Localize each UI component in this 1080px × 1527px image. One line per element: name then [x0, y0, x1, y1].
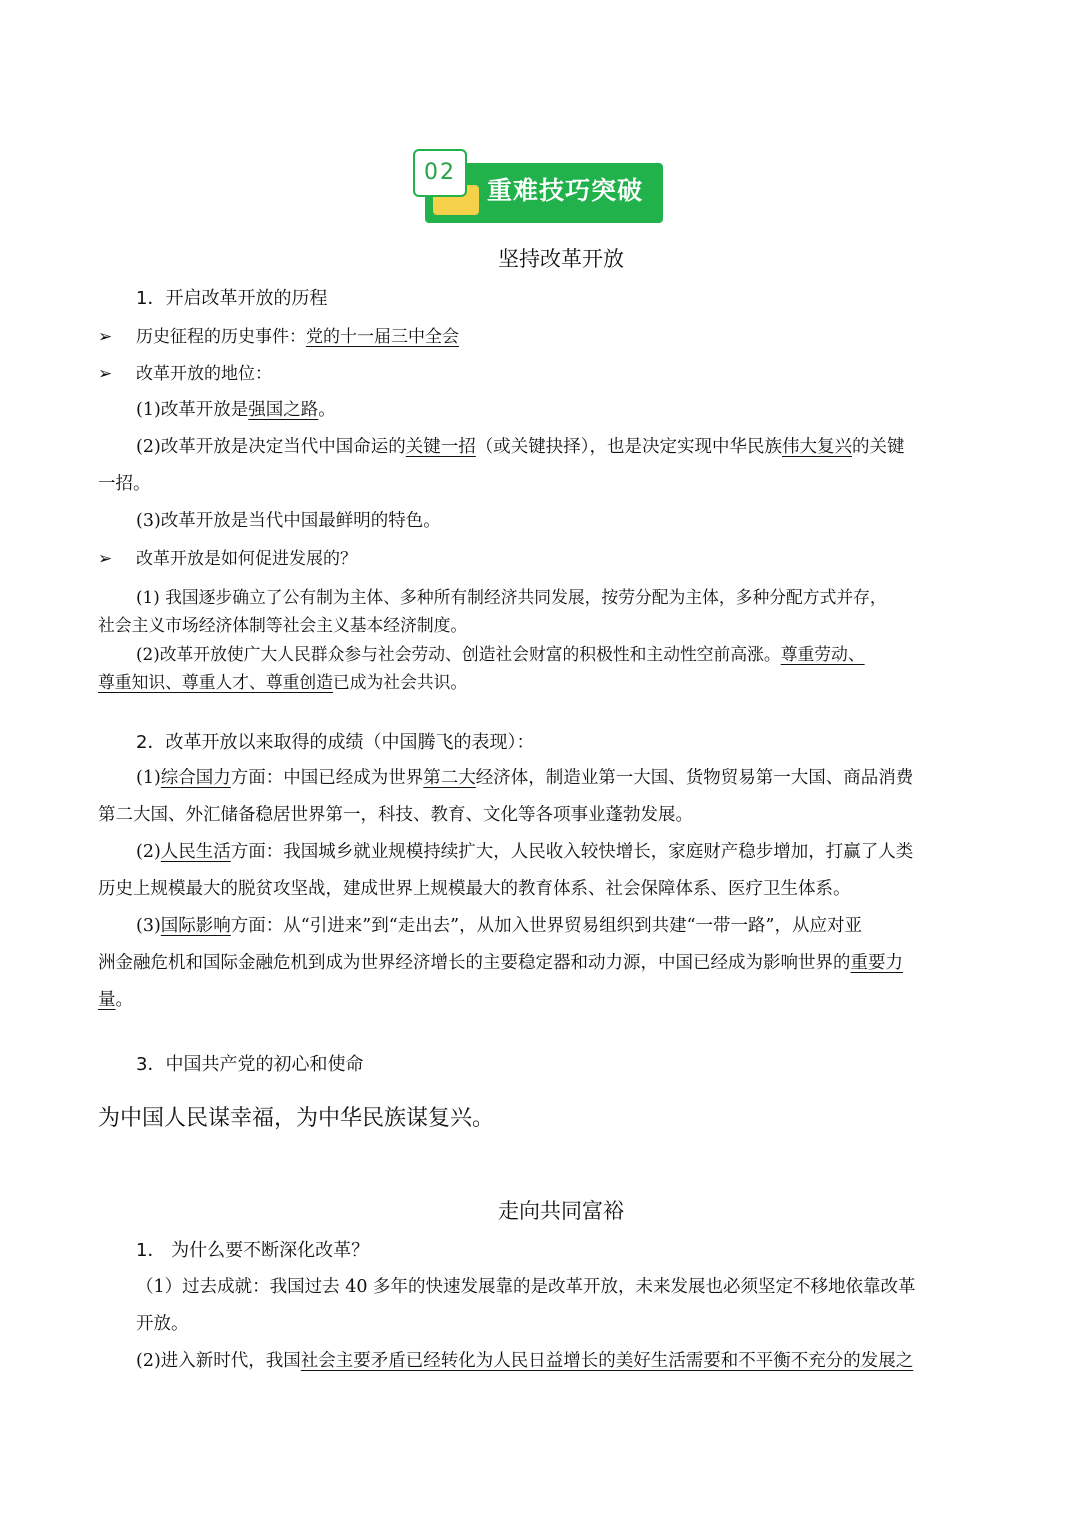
status-item-1: (1)改革开放是强国之路。	[136, 400, 336, 420]
status-item-2: (2)改革开放是决定当代中国命运的关键一招（或关键抉择），也是决定实现中华民族伟大复兴的关键	[136, 437, 905, 457]
achievement-2-cont: 历史上规模最大的脱贫攻坚战，建成世界上规模最大的教育体系、社会保障体系、医疗卫生体系。	[98, 879, 851, 899]
achievement-1-cont: 第二大国、外汇储备稳居世界第一，科技、教育、文化等各项事业蓬勃发展。	[98, 805, 693, 825]
bullet-historic-event: ➢ 历史征程的历史事件：党的十一届三中全会	[98, 327, 459, 347]
achievement-3-cont: 洲金融危机和国际金融危机到成为世界经济增长的主要稳定器和动力源，中国已经成为影响世界的重要力	[98, 953, 903, 973]
heading-why-reform: 1． 为什么要不断深化改革？	[136, 1240, 370, 1261]
answer-underlined: 党的十一届三中全会	[306, 327, 459, 347]
banner-title: 重难技巧突破	[487, 176, 644, 205]
banner-number: 02	[413, 149, 467, 197]
achievement-1: (1)综合国力方面：中国已经成为世界第二大经济体，制造业第一大国、货物贸易第一大国、商品消费	[136, 768, 914, 788]
promote-item-2-cont: 尊重知识、尊重人才、尊重创造已成为社会共识。	[98, 672, 468, 692]
reason-2: (2)进入新时代，我国社会主要矛盾已经转化为人民日益增长的美好生活需要和不平衡不充分的发展之	[136, 1351, 914, 1371]
promote-item-1-cont: 社会主义市场经济体制等社会主义基本经济制度。	[98, 615, 468, 635]
achievement-2: (2)人民生活方面：我国城乡就业规模持续扩大，人民收入较快增长，家庭财产稳步增加，打赢了人类	[136, 842, 914, 862]
achievement-3-cont2: 量。	[98, 990, 133, 1010]
section-title-reform: 坚持改革开放	[498, 247, 624, 271]
arrow-bullet-icon: ➢	[98, 364, 113, 384]
heading-3: 3．中国共产党的初心和使命	[136, 1054, 364, 1075]
heading-2: 2．改革开放以来取得的成绩（中国腾飞的表现）：	[136, 732, 535, 753]
heading-1: 1．开启改革开放的历程	[136, 288, 328, 309]
status-item-2-cont: 一招。	[98, 474, 151, 494]
arrow-bullet-icon: ➢	[98, 327, 113, 347]
bullet-status: ➢ 改革开放的地位：	[98, 364, 272, 384]
status-item-3: (3)改革开放是当代中国最鲜明的特色。	[136, 511, 441, 531]
section-title-prosperity: 走向共同富裕	[498, 1199, 624, 1223]
bullet-how-promote: ➢ 改革开放是如何促进发展的？	[98, 549, 357, 569]
mission-answer: 为中国人民谋幸福，为中华民族谋复兴。	[98, 1106, 495, 1131]
achievement-3: (3)国际影响方面：从“引进来”到“走出去”，从加入世界贸易组织到共建“一带一路”，从应对亚	[136, 916, 862, 936]
reason-1: （1）过去成就：我国过去 40 多年的快速发展靠的是改革开放，未来发展也必须坚定不移地依靠改革	[136, 1277, 916, 1297]
section-banner	[411, 147, 665, 225]
reason-1-cont: 开放。	[136, 1314, 189, 1334]
promote-item-1: (1) 我国逐步确立了公有制为主体、多种所有制经济共同发展，按劳分配为主体，多种分配方式并存，	[136, 587, 887, 607]
arrow-bullet-icon: ➢	[98, 549, 113, 569]
promote-item-2: (2)改革开放使广大人民群众参与社会劳动、创造社会财富的积极性和主动性空前高涨。尊重劳动、	[136, 644, 865, 664]
